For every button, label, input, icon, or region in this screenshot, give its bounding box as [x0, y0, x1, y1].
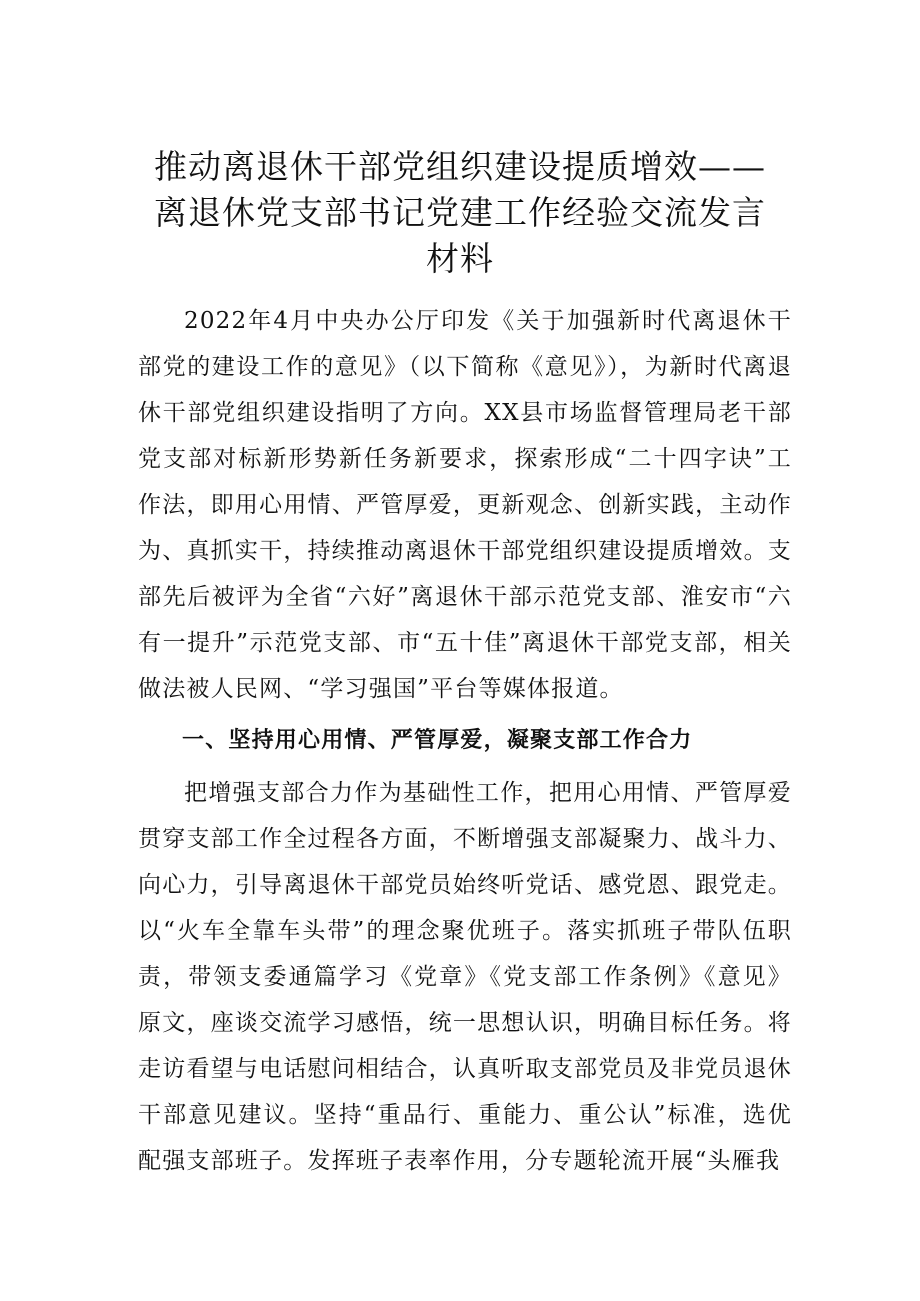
- intro-paragraph: 2022年4月中央办公厅印发《关于加强新时代离退休干部党的建设工作的意见》（以下简称《意见》），为新时代离退休干部党组织建设指明了方向。XX县市场监督管理局老干部党支部对标新形势新任务新要求，探索形成“二十四字诀”工作法，即用心用情、严管厚爱，更新观念、创新实践，主动作为、真抓实干，持续推动离退休干部党组织建设提质增效。支部先后被评为全省“六好”离退休干部示范党支部、淮安市“六有一提升”示范党支部、市“五十佳”离退休干部党支部，相关做法被人民网、“学习强国”平台等媒体报道。: [138, 308, 792, 702]
- title-line-3: 材料: [426, 239, 494, 279]
- title-line-1: 推动离退休干部党组织建设提质增效——: [154, 147, 766, 187]
- document-body: [138, 298, 792, 1184]
- document-title: [130, 144, 790, 282]
- section-heading: 一、坚持用心用情、严管厚爱，凝聚支部工作合力: [182, 728, 693, 753]
- section-paragraph: 把增强支部合力作为基础性工作，把用心用情、严管厚爱贯穿支部工作全过程各方面，不断增强支部凝聚力、战斗力、向心力，引导离退休干部党员始终听党话、感党恩、跟党走。以“火车全靠车头带”的理念聚优班子。落实抓班子带队伍职责，带领支委通篇学习《党章》《党支部工作条例》《意见》原文，座谈交流学习感悟，统一思想认识，明确目标任务。将走访看望与电话慰问相结合，认真听取支部党员及非党员退休干部意见建议。坚持“重品行、重能力、重公认”标准，选优配强支部班子。发挥班子表率作用，分专题轮流开展“头雁我: [138, 780, 792, 1174]
- title-line-2: 离退休党支部书记党建工作经验交流发言: [154, 193, 766, 233]
